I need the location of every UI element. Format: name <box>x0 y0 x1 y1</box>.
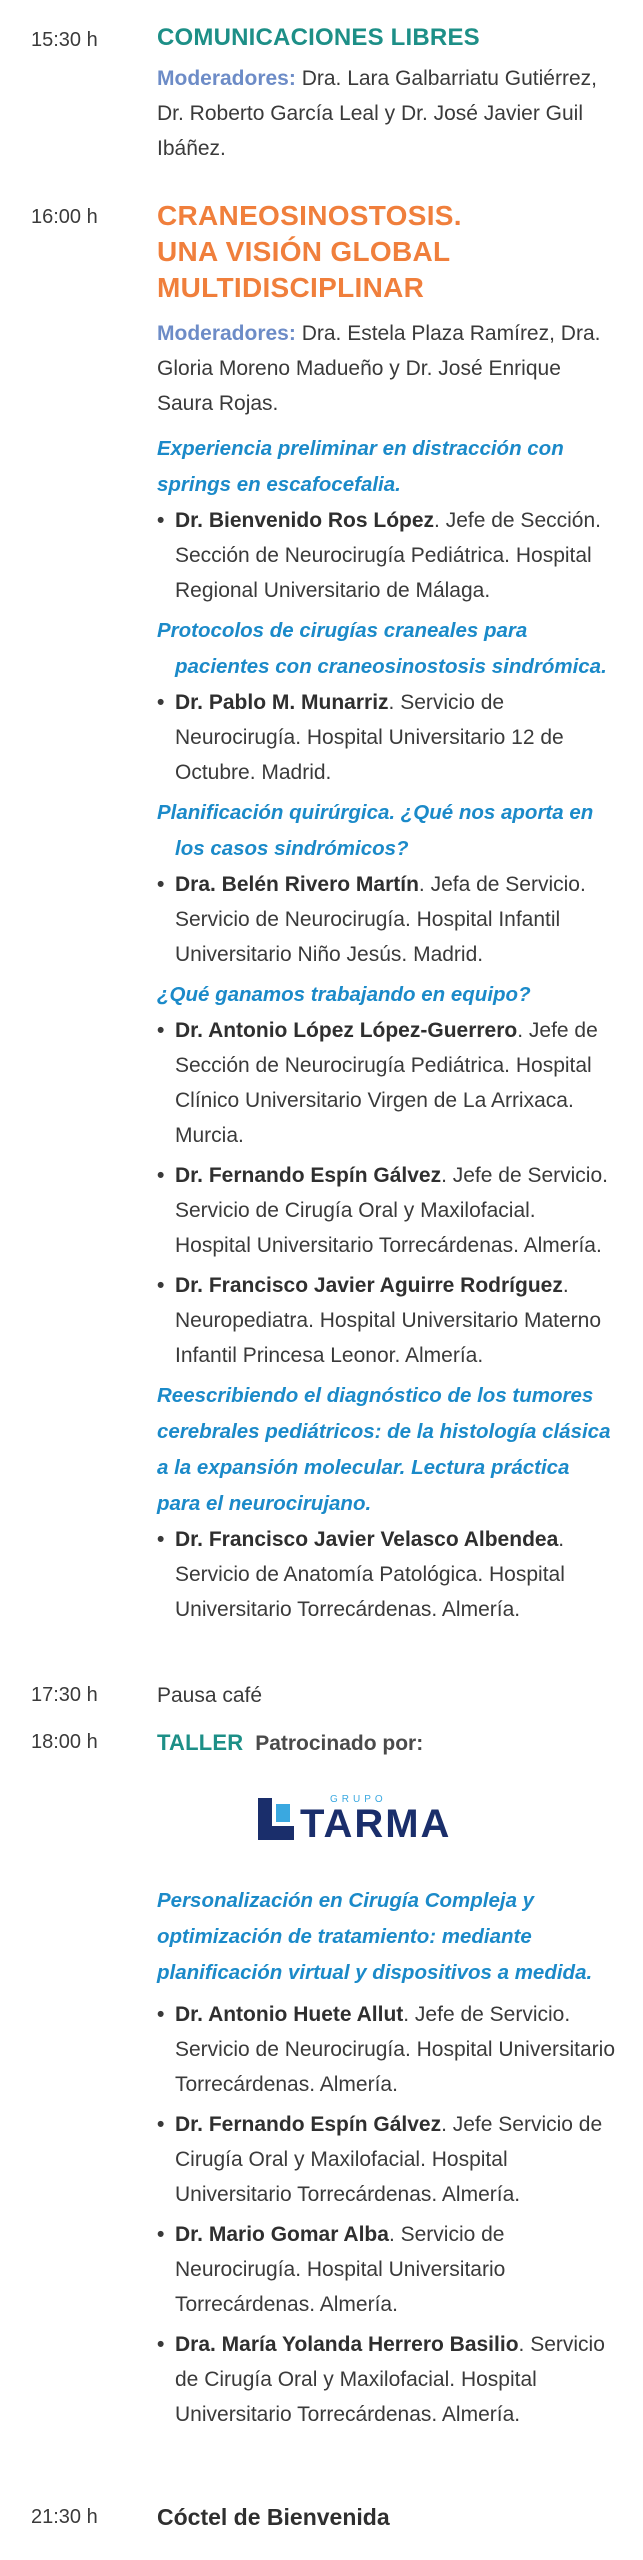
speaker-desc: . Neuropediatra. Hospital Universitario Materno Infantil Princesa Leonor. Almería. <box>175 1274 602 1367</box>
speaker-list <box>157 867 617 972</box>
workshop-label: TALLER <box>157 1730 244 1755</box>
speaker-name: Dr. Pablo M. Munarriz <box>175 691 389 714</box>
speaker <box>157 1158 617 1263</box>
logo-small-text: GRUPO <box>330 1794 387 1805</box>
speaker <box>157 685 617 790</box>
speaker <box>157 1997 617 2102</box>
speaker-name: Dr. Bienvenido Ros López <box>175 509 435 532</box>
session-title <box>157 198 617 306</box>
speaker-list <box>157 1997 617 2432</box>
session-time: 18:00 h <box>31 1731 98 1753</box>
speaker-name: Dr. Antonio López López-Guerrero <box>175 1019 518 1042</box>
speaker-desc: . Servicio de Anatomía Patológica. Hospital Universitario Torrecárdenas. Almería. <box>175 1528 565 1621</box>
moderators-label: Moderadores: <box>157 67 296 90</box>
talk-title: Protocolos de cirugías craneales para pacientes con craneosinostosis sindrómica. <box>157 619 607 678</box>
moderators <box>157 61 617 166</box>
talk <box>157 795 617 972</box>
speaker <box>157 867 617 972</box>
sponsor-logo <box>258 1794 452 1846</box>
talk-title: Personalización en Cirugía Compleja y optimización de tratamiento: mediante planificación virtual y dispositivos a medida. <box>157 1889 593 1984</box>
speaker-desc: . Jefe de Servicio. Servicio de Neurocirugía. Hospital Universitario Torrecárdenas. Almería. <box>175 2003 616 2096</box>
session-title-line: MULTIDISCIPLINAR <box>157 272 425 303</box>
speaker <box>157 1013 617 1153</box>
speaker-name: Dra. María Yolanda Herrero Basilio <box>175 2333 519 2356</box>
talk <box>157 977 617 1373</box>
speaker-name: Dr. Antonio Huete Allut <box>175 2003 404 2026</box>
talk <box>157 431 617 608</box>
speaker <box>157 2107 617 2212</box>
talk <box>157 613 617 790</box>
logo-big-text: TARMA <box>300 1802 452 1846</box>
speaker-list <box>157 1013 617 1373</box>
speaker-desc: . Jefe de Sección. Sección de Neurocirugía Pediátrica. Hospital Regional Universitario de Málaga. <box>175 509 601 602</box>
session-text: Cóctel de Bienvenida <box>157 2504 390 2530</box>
speaker-desc: . Jefe Servicio de Cirugía Oral y Maxilofacial. Hospital Universitario Torrecárdenas. Almería. <box>175 2113 603 2206</box>
speaker-name: Dra. Belén Rivero Martín <box>175 873 419 896</box>
speaker-name: Dr. Fernando Espín Gálvez <box>175 2113 442 2136</box>
session-time: 21:30 h <box>31 2506 98 2528</box>
workshop-header <box>157 1725 617 1761</box>
speaker-desc: . Jefe de Sección de Neurocirugía Pediátrica. Hospital Clínico Universitario Virgen de La Arrixaca. Murcia. <box>175 1019 598 1147</box>
tarma-logo-icon <box>258 1798 294 1840</box>
moderators-label: Moderadores: <box>157 322 296 345</box>
speaker-name: Dr. Francisco Javier Aguirre Rodríguez <box>175 1274 563 1297</box>
session-title: COMUNICACIONES LIBRES <box>157 24 480 51</box>
talk-title: Planificación quirúrgica. ¿Qué nos aporta en los casos sindrómicos? <box>157 801 594 860</box>
moderators-text: Dra. Lara Galbarriatu Gutiérrez, Dr. Roberto García Leal y Dr. José Javier Guil Ibáñez. <box>157 67 597 160</box>
speaker-list <box>157 503 617 608</box>
moderators <box>157 316 617 421</box>
speaker-desc: . Servicio de Cirugía Oral y Maxilofacial. Hospital Universitario Torrecárdenas. Almería. <box>175 2333 605 2426</box>
speaker-name: Dr. Fernando Espín Gálvez <box>175 1164 442 1187</box>
talk-title: ¿Qué ganamos trabajando en equipo? <box>157 983 531 1006</box>
speaker <box>157 1268 617 1373</box>
speaker <box>157 2327 617 2432</box>
speaker <box>157 2217 617 2322</box>
speaker-desc: . Jefa de Servicio. Servicio de Neurocirugía. Hospital Infantil Universitario Niño Jesús. Madrid. <box>175 873 586 966</box>
talk-title: Experiencia preliminar en distracción con springs en escafocefalia. <box>157 437 564 496</box>
speaker-desc: . Servicio de Neurocirugía. Hospital Universitario 12 de Octubre. Madrid. <box>175 691 564 784</box>
speaker <box>157 503 617 608</box>
moderators-text: Dra. Estela Plaza Ramírez, Dra. Gloria Moreno Madueño y Dr. José Enrique Saura Rojas. <box>157 322 601 415</box>
speaker-list <box>157 1522 617 1627</box>
session-time: 17:30 h <box>31 1684 98 1706</box>
talk <box>157 1378 617 1627</box>
speaker-name: Dr. Francisco Javier Velasco Albendea <box>175 1528 559 1551</box>
talk-title: Reescribiendo el diagnóstico de los tumores cerebrales pediátricos: de la histología clásica a la expansión molecular. Lectura práctica para el neurocirujano. <box>157 1384 611 1515</box>
session-time: 16:00 h <box>31 206 98 228</box>
sponsor-label: Patrocinado por: <box>255 1732 424 1755</box>
speaker-list <box>157 685 617 790</box>
speaker-desc: . Servicio de Neurocirugía. Hospital Universitario Torrecárdenas. Almería. <box>175 2223 506 2316</box>
session-title-line: UNA VISIÓN GLOBAL <box>157 236 451 267</box>
speaker-name: Dr. Mario Gomar Alba <box>175 2223 389 2246</box>
session-text: Pausa café <box>157 1684 263 1707</box>
speaker-desc: . Jefe de Servicio. Servicio de Cirugía Oral y Maxilofacial. Hospital Universitario Torrecárdenas. Almería. <box>175 1164 608 1257</box>
session-title-line: CRANEOSINOSTOSIS. <box>157 200 462 231</box>
speaker <box>157 1522 617 1627</box>
session-time: 15:30 h <box>31 29 98 51</box>
